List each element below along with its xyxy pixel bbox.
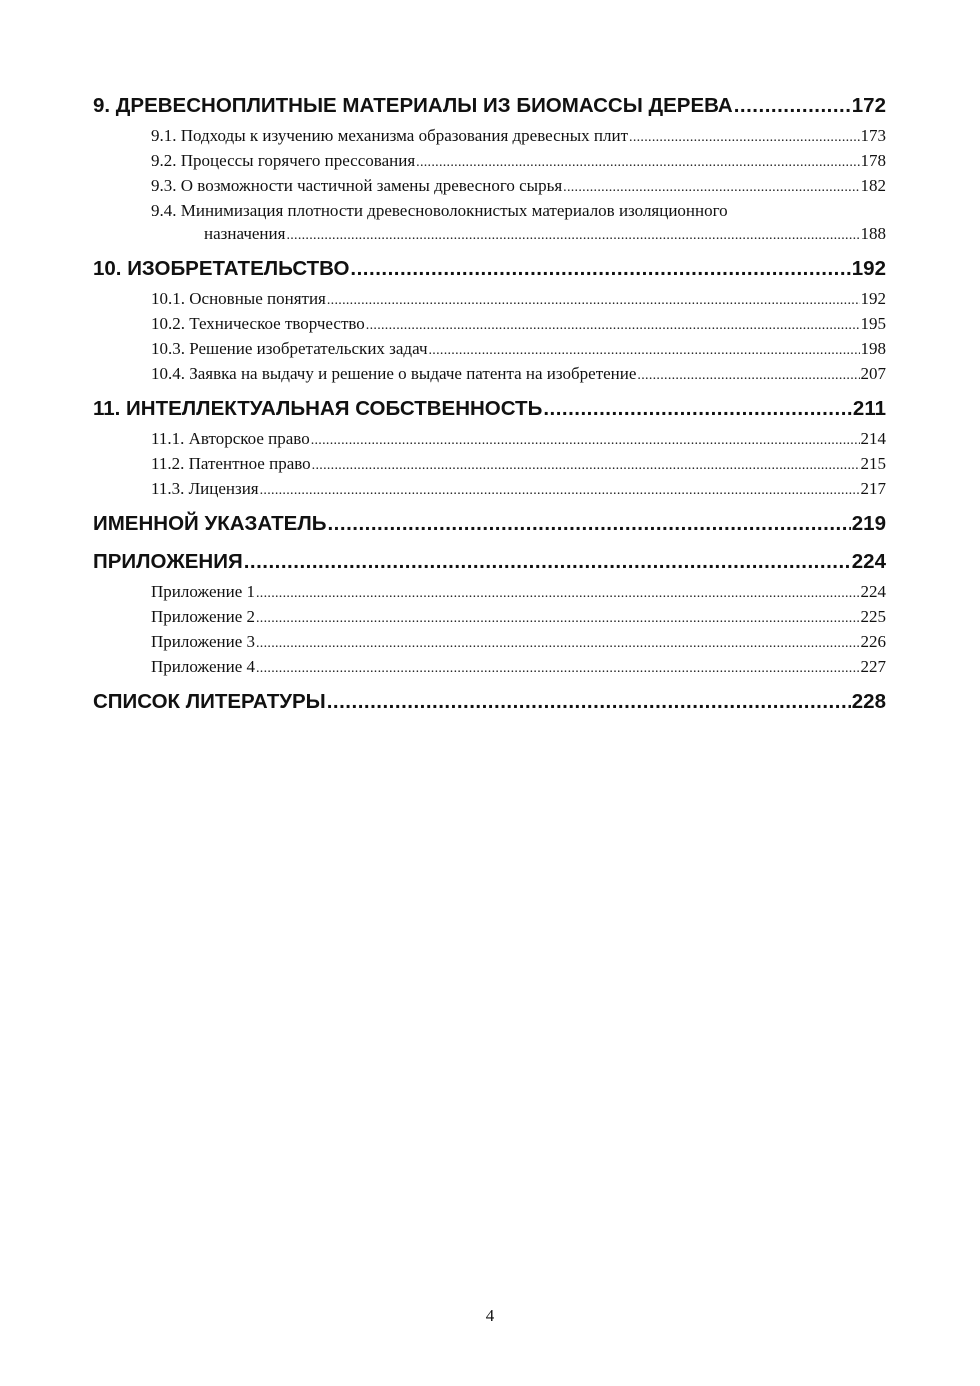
subsection-page-number: 214 [860, 429, 886, 448]
toc-section-9 [93, 88, 886, 247]
toc-subsection-entry[interactable] [93, 287, 886, 312]
leader-dots [429, 339, 860, 362]
subsection-title: Приложение 4 [151, 657, 255, 676]
chapter-title: 11. ИНТЕЛЛЕКТУАЛЬНАЯ СОБСТВЕННОСТЬ [93, 397, 543, 420]
toc-section-name-index [93, 506, 886, 542]
leader-dots [629, 126, 859, 149]
leader-dots [244, 544, 851, 580]
toc-subsection-entry[interactable] [93, 452, 886, 477]
leader-dots [416, 151, 859, 174]
subsection-title: 11.2. Патентное право [151, 454, 311, 473]
toc-section-10 [93, 251, 886, 387]
leader-dots [327, 289, 860, 312]
subsection-page-number: 188 [860, 224, 886, 243]
leader-dots [286, 224, 859, 247]
leader-dots [327, 506, 850, 542]
toc-subsection-entry[interactable] [93, 362, 886, 387]
leader-dots [637, 364, 859, 387]
subsection-title: 9.3. О возможности частичной замены древесного сырья [151, 176, 563, 195]
toc-chapter-heading[interactable] [93, 544, 886, 580]
chapter-title: 10. ИЗОБРЕТАТЕЛЬСТВО [93, 257, 350, 280]
subsection-page-number: 192 [860, 289, 886, 308]
subsection-title: 10.2. Техническое творчество [151, 314, 365, 333]
toc-subsection-entry[interactable] [93, 337, 886, 362]
subsection-page-number: 226 [860, 632, 886, 651]
subsection-title-line1: 9.4. Минимизация плотности древесноволокнистых материалов изоляционного [151, 201, 728, 220]
subsection-title: 9.2. Процессы горячего прессования [151, 151, 416, 170]
subsection-title: Приложение 3 [151, 632, 255, 651]
toc-subsection-entry[interactable] [93, 124, 886, 149]
leader-dots [256, 582, 860, 605]
chapter-page-number: 192 [851, 257, 886, 280]
leader-dots [543, 391, 852, 427]
subsection-page-number: 198 [860, 339, 886, 358]
leader-dots [366, 314, 860, 337]
table-of-contents [93, 88, 886, 720]
subsection-title: 10.3. Решение изобретательских задач [151, 339, 428, 358]
chapter-title: ИМЕННОЙ УКАЗАТЕЛЬ [93, 512, 327, 535]
subsection-page-number: 195 [860, 314, 886, 333]
toc-subsection-entry[interactable] [93, 427, 886, 452]
toc-subsection-entry[interactable] [93, 149, 886, 174]
toc-chapter-heading[interactable] [93, 251, 886, 287]
chapter-title: 9. ДРЕВЕСНОПЛИТНЫЕ МАТЕРИАЛЫ ИЗ БИОМАССЫ ДЕРЕВА [93, 94, 733, 117]
leader-dots [563, 176, 859, 199]
subsection-title: 9.1. Подходы к изучению механизма образования древесных плит [151, 126, 629, 145]
subsection-title: Приложение 1 [151, 582, 255, 601]
subsection-page-number: 215 [860, 454, 886, 473]
toc-section-references [93, 684, 886, 720]
chapter-page-number: 172 [851, 94, 886, 117]
chapter-title: СПИСОК ЛИТЕРАТУРЫ [93, 690, 326, 713]
subsection-page-number: 173 [860, 126, 886, 145]
leader-dots [311, 429, 860, 452]
leader-dots [327, 684, 851, 720]
toc-section-appendices [93, 544, 886, 680]
subsection-page-number: 227 [860, 657, 886, 676]
toc-chapter-heading[interactable] [93, 391, 886, 427]
subsection-page-number: 182 [860, 176, 886, 195]
subsection-title: 11.3. Лицензия [151, 479, 259, 498]
toc-subsection-entry[interactable] [93, 605, 886, 630]
leader-dots [256, 607, 860, 630]
leader-dots [734, 88, 851, 124]
chapter-page-number: 211 [852, 397, 886, 420]
subsection-title-line2: назначения [204, 224, 286, 243]
toc-subsection-entry[interactable] [93, 630, 886, 655]
leader-dots [350, 251, 850, 287]
leader-dots [260, 479, 860, 502]
toc-subsection-entry[interactable] [93, 312, 886, 337]
subsection-page-number: 224 [860, 582, 886, 601]
subsection-page-number: 207 [860, 364, 886, 383]
subsection-page-number: 217 [860, 479, 886, 498]
subsection-page-number: 225 [860, 607, 886, 626]
subsection-title: 10.1. Основные понятия [151, 289, 326, 308]
chapter-page-number: 228 [851, 690, 886, 713]
toc-chapter-heading[interactable] [93, 506, 886, 542]
toc-subsection-entry[interactable] [93, 477, 886, 502]
toc-subsection-entry[interactable] [93, 174, 886, 199]
leader-dots [256, 657, 860, 680]
chapter-page-number: 224 [851, 550, 886, 573]
leader-dots [312, 454, 860, 477]
subsection-title: 11.1. Авторское право [151, 429, 310, 448]
toc-subsection-entry-continuation[interactable] [93, 222, 886, 247]
subsection-title: Приложение 2 [151, 607, 255, 626]
chapter-page-number: 219 [851, 512, 886, 535]
toc-chapter-heading[interactable] [93, 88, 886, 124]
toc-subsection-entry-wrapped[interactable] [93, 199, 886, 222]
subsection-title: 10.4. Заявка на выдачу и решение о выдаче патента на изобретение [151, 364, 637, 383]
toc-chapter-heading[interactable] [93, 684, 886, 720]
subsection-page-number: 178 [860, 151, 886, 170]
toc-subsection-entry[interactable] [93, 655, 886, 680]
page-number: 4 [485, 1306, 495, 1325]
chapter-title: ПРИЛОЖЕНИЯ [93, 550, 243, 573]
toc-section-11 [93, 391, 886, 502]
toc-subsection-entry[interactable] [93, 580, 886, 605]
leader-dots [256, 632, 860, 655]
